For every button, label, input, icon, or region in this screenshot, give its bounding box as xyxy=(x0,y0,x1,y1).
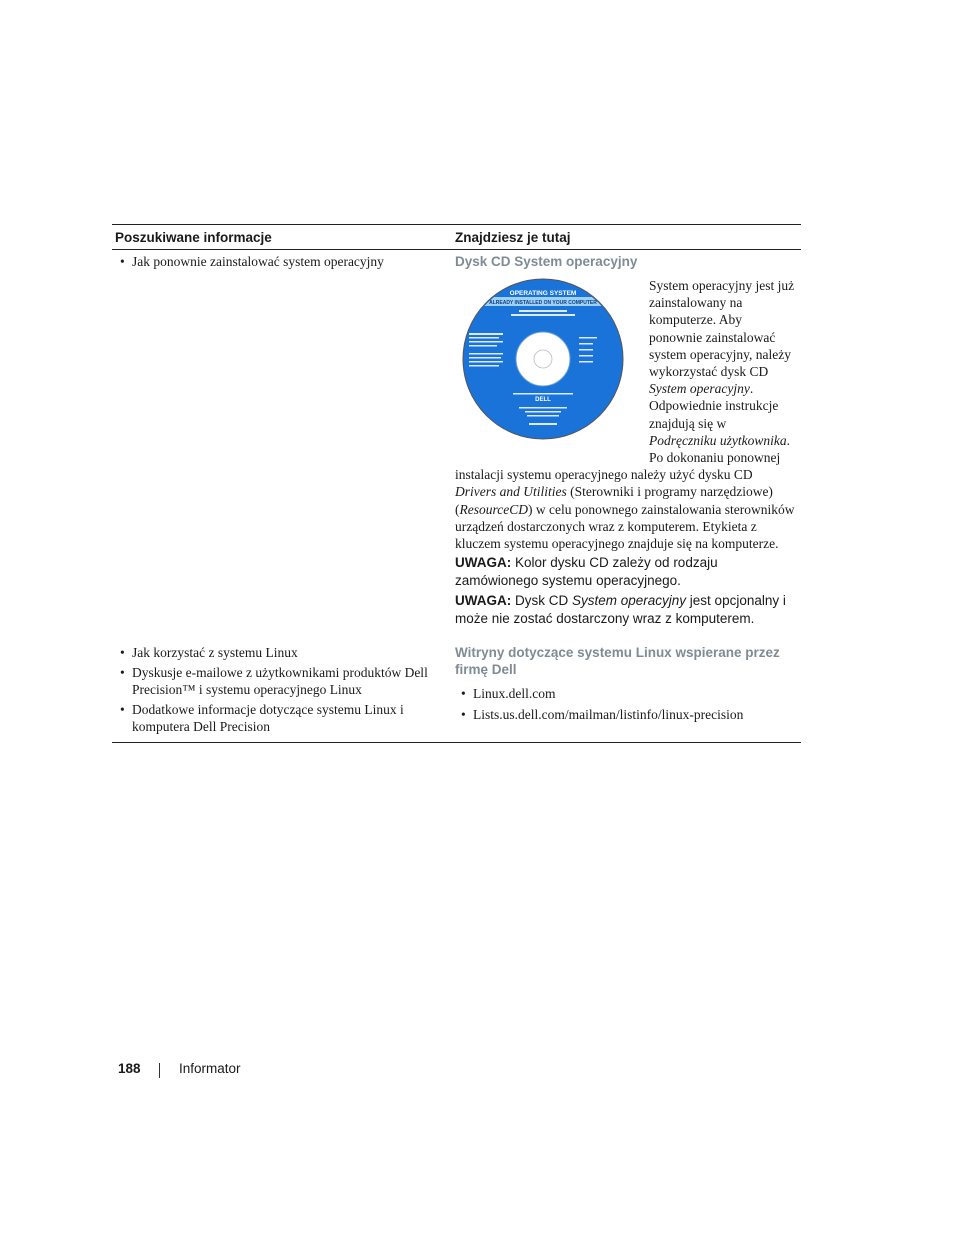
table-header xyxy=(112,225,801,250)
note-text: Dysk CD xyxy=(511,593,572,609)
link-linux-dell[interactable]: • Linux.dell.com xyxy=(461,685,797,702)
note-label: UWAGA: xyxy=(455,555,512,571)
dell-logo: DELL xyxy=(535,397,551,403)
section-title: Witryny dotyczące systemu Linux wspierane przez firmę Dell xyxy=(455,645,780,678)
link-linux-precision-list[interactable]: • Lists.us.dell.com/mailman/listinfo/linux-precision xyxy=(461,706,797,723)
row-right-cell xyxy=(455,253,801,628)
page-footer xyxy=(118,1061,241,1076)
cd-label-band: ALREADY INSTALLED ON YOUR COMPUTER xyxy=(489,300,597,306)
cd-label-top: OPERATING SYSTEM xyxy=(509,290,577,297)
note-text: jest opcjonalny i może nie zostać dostarczony wraz z komputerem. xyxy=(455,593,786,627)
header-looking-for: Poszukiwane informacje xyxy=(115,229,272,245)
text-run-italic: System operacyjny xyxy=(649,381,750,397)
footer-separator xyxy=(159,1063,160,1078)
text-run-italic: Drivers and Utilities xyxy=(455,484,567,500)
list-item: • Dodatkowe informacje dotyczące systemu Linux i komputera Dell Precision xyxy=(120,701,455,735)
text-run-italic: Podręczniku użytkownika xyxy=(649,432,787,448)
text-run: System operacyjny jest już zainstalowany na komputerze. Aby ponownie zainstalować system operacyjny, należy wykorzystać dysk CD xyxy=(649,278,795,380)
text-run: . Po dokonaniu ponownej instalacji systemu operacyjnego należy użyć dysku CD xyxy=(455,432,790,483)
note-text-italic: System operacyjny xyxy=(572,593,687,609)
text-run-italic: ResourceCD xyxy=(459,501,528,517)
text-run: . Odpowiednie instrukcje znajdują się w xyxy=(649,381,779,431)
page-number: 188 xyxy=(118,1061,141,1076)
text-run: ) w celu ponownego zainstalowania sterowników urządzeń dostarczonych wraz z komputerem. Etykieta z kluczem systemu operacyjnego znajduje się na komputerze. xyxy=(455,501,795,552)
cd-disc-icon xyxy=(455,277,637,459)
header-find-it-here: Znajdziesz je tutaj xyxy=(455,229,571,245)
cd-image xyxy=(455,277,637,459)
list-item: • Jak korzystać z systemu Linux xyxy=(120,644,455,661)
text-run: (Sterowniki i programy narzędziowe) ( xyxy=(455,484,773,517)
info-table xyxy=(112,224,801,743)
table-row xyxy=(112,638,801,742)
note-label: UWAGA: xyxy=(455,593,512,609)
list-item: • Jak ponownie zainstalować system operacyjny xyxy=(120,253,455,270)
footer-title: Informator xyxy=(179,1061,241,1076)
note-text: Kolor dysku CD zależy od rodzaju zamówionego systemu operacyjnego. xyxy=(455,555,718,589)
table-row xyxy=(112,250,801,638)
note-cd-optional xyxy=(455,592,797,628)
section-title: Dysk CD System operacyjny xyxy=(455,254,638,269)
list-item: • Dyskusje e-mailowe z użytkownikami produktów Dell Precision™ i systemu operacyjnego Linux xyxy=(120,664,455,698)
row-left-cell xyxy=(112,253,455,628)
row-right-cell xyxy=(455,644,801,738)
note-cd-color xyxy=(455,554,797,590)
row-left-cell xyxy=(112,644,455,738)
cd-description-block xyxy=(455,277,797,552)
